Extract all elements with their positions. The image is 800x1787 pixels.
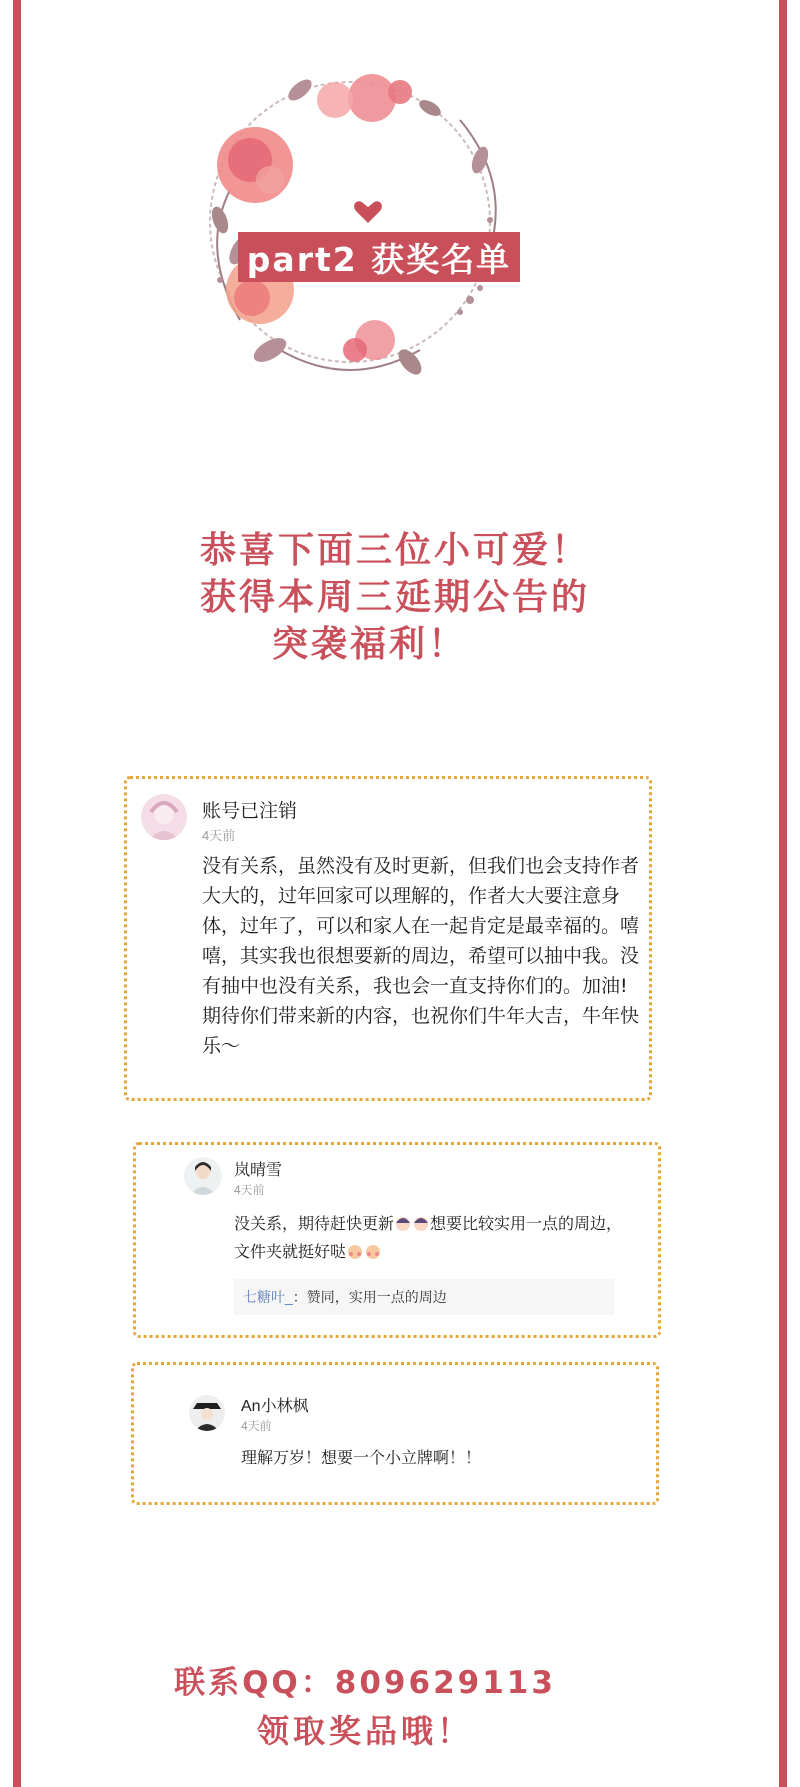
reply-separator: ： xyxy=(292,1289,307,1305)
avatar[interactable] xyxy=(141,794,187,840)
congrats-line-1: 恭喜下面三位小可爱！ xyxy=(200,530,591,571)
comment-time: 4天前 xyxy=(241,1419,272,1433)
comment-text: 理解万岁！想要一个小立牌啊！！ xyxy=(241,1448,482,1467)
congrats-line-3: 突袭福利！ xyxy=(272,624,468,665)
part-banner: part2 获奖名单 xyxy=(238,232,520,282)
comment-card-1 xyxy=(124,776,652,1101)
heart-icon xyxy=(353,200,383,224)
floral-wreath xyxy=(160,50,540,390)
girl-emoji-icon xyxy=(394,1215,412,1231)
congrats-heading xyxy=(200,527,620,668)
blush-emoji-icon xyxy=(364,1243,382,1259)
comment-time: 4天前 xyxy=(234,1183,265,1197)
girl-emoji-icon xyxy=(412,1215,430,1231)
comment-username[interactable]: An小林枫 xyxy=(241,1398,309,1415)
footer-contact xyxy=(0,1660,800,1756)
left-border xyxy=(13,0,21,1787)
avatar[interactable] xyxy=(189,1395,225,1431)
comment-time: 4天前 xyxy=(202,828,236,843)
comment-reply xyxy=(234,1279,614,1315)
blush-emoji-icon xyxy=(346,1243,364,1259)
comment-card-2 xyxy=(133,1142,661,1338)
comment-card-3 xyxy=(131,1362,659,1505)
avatar[interactable] xyxy=(184,1157,222,1195)
claim-prize-text: 领取奖品哦！ xyxy=(256,1712,473,1750)
comment-text-part-2: 想要比较实用一点的周边，文件夹就挺好哒 xyxy=(234,1214,623,1261)
comment-username[interactable]: 岚晴雪 xyxy=(234,1162,283,1179)
reply-username[interactable]: 七糖叶_ xyxy=(243,1289,293,1305)
comment-text: 没有关系，虽然没有及时更新，但我们也会支持作者大大的，过年回家可以理解的，作者大大要注意身体，过年了，可以和家人在一起肯定是最幸福的。嘻嘻，其实我也很想要新的周边，希望可以抽中我。没有抽中也没有关系，我也会一直支持你们的。加油!期待你们带来新的内容，也祝你们牛年大吉，牛年快乐～ xyxy=(202,855,640,1057)
reply-text: 赞同，实用一点的周边 xyxy=(306,1289,447,1305)
contact-qq: 联系QQ：809629113 xyxy=(174,1665,556,1701)
congrats-line-2: 获得本周三延期公告的 xyxy=(200,577,591,618)
comment-text-part-1: 没关系，期待赶快更新 xyxy=(234,1214,395,1233)
comment-username[interactable]: 账号已注销 xyxy=(202,801,298,822)
right-border xyxy=(779,0,787,1787)
comment-text xyxy=(234,1210,634,1266)
